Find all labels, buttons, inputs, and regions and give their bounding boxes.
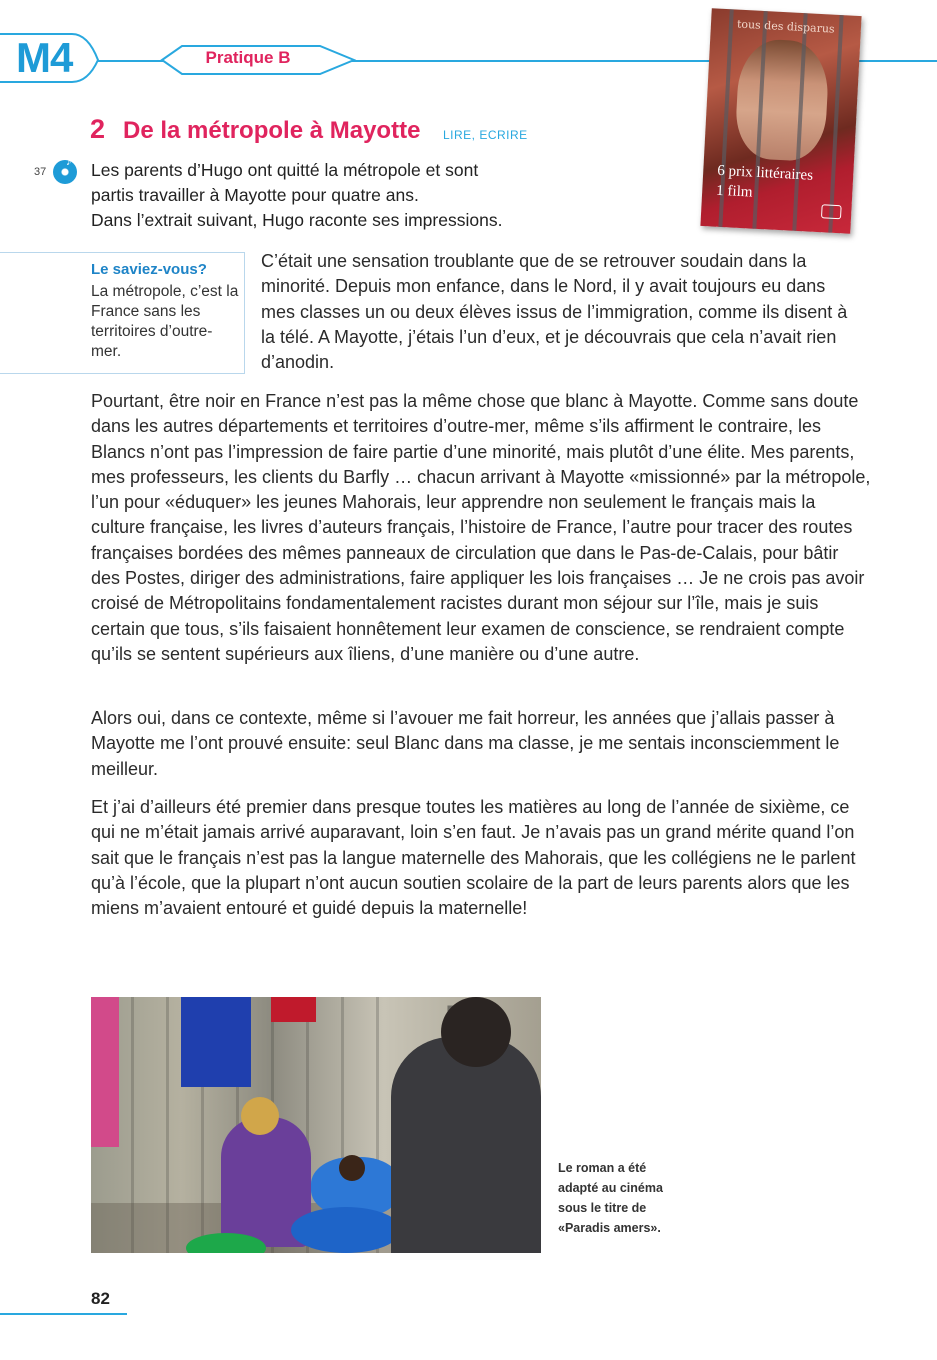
film-still-photo <box>91 997 541 1253</box>
cover-face <box>734 38 830 163</box>
exercise-skills: LIRE, ECRIRE <box>443 128 528 142</box>
text-paragraph-4: Et j’ai d’ailleurs été premier dans presque toutes les matières au long de l’année de sixième, ce qui ne m’était jamais arrivé auparavant, loin s’en faut. Je n’avais pas un grand mérite quand l’on sait que le français n’est pas la langue maternelle des Mahorais, que les collégiens ne le parlent qu’à l’école, que la plupart n’ont aucun soutien scolaire de la part de leurs parents alors que les miens m’avaient entouré et guidé depuis la maternelle! <box>91 797 856 919</box>
photo-caption: Le roman a été adapté au cinéma sous le titre de «Paradis amers». <box>558 1161 663 1235</box>
section-label: Pratique B <box>205 48 291 67</box>
publisher-logo-icon <box>821 204 842 219</box>
text-paragraph-1: C’était une sensation troublante que de se retrouver soudain dans la minorité. Depuis mon enfance, dans le Nord, il y avait toujours eu dans mes classes un ou deux élèves issus de l’immigration, comme ils disent à la télé. A Mayotte, j’étais l’un d’eux, et je découvrais que cela n’avait rien d’anodin. <box>261 251 848 373</box>
book-cover-image <box>700 8 861 234</box>
module-code: M4 <box>16 34 73 81</box>
cover-awards-line-2: 1 film <box>715 182 753 201</box>
footer-rule <box>0 1313 127 1315</box>
exercise-number: 2 <box>90 114 106 144</box>
cover-awards <box>716 161 814 206</box>
text-paragraph-3: Alors oui, dans ce contexte, même si l’avouer me fait horreur, les années que j’allais passer à Mayotte me l’ont prouvé ensuite: seul Blanc dans ma classe, je me sentais inconsciemment le meilleur. <box>91 708 840 779</box>
cover-title: tous des disparus <box>736 17 835 36</box>
exercise-title: De la métropole à Mayotte <box>123 117 421 144</box>
music-note-icon: ♪ <box>66 156 72 168</box>
intro-line-3: Dans l’extrait suivant, Hugo raconte ses impressions. <box>91 210 503 230</box>
page-number: 82 <box>91 1289 110 1308</box>
info-box-title: Le saviez-vous? <box>91 261 207 278</box>
intro-line-2: partis travailler à Mayotte pour quatre ans. <box>91 185 419 205</box>
audio-track-number: 37 <box>34 166 47 178</box>
info-box-text: La métropole, c’est la France sans les territoires d’outre-mer. <box>91 283 239 360</box>
text-paragraph-2: Pourtant, être noir en France n’est pas la même chose que blanc à Mayotte. Comme sans doute dans les autres départements et territoires d’outre-mer, même s’ils affirment le contraire, les Blancs n’ont pas l’impression de faire partie d’une minorité, mais plutôt d’une élite. Mes parents, mes professeurs, les clients du Barfly … chacun arrivant à Mayotte «missionné» par la métropole, l’un pour «éduquer» les jeunes Mahorais, leur apprendre non seulement le français mais la culture française, les livres d’auteurs français, l’histoire de France, l’autre pour tracer des routes françaises bordées des mêmes panneaux de circulation que dans le Pas-de-Calais, pour bâtir des Postes, diriger des administrations, faire appliquer les lois françaises … Je ne crois pas avoir croisé de Métropolitains fondamentalement racistes durant mon séjour sur l’île, mais je suis certain que tous, s’ils faisaient honnêtement leur examen de conscience, se rendraient compte qu’ils se sentent supérieurs aux îliens, d’une manière ou d’une autre. <box>91 391 871 664</box>
intro-line-1: Les parents d’Hugo ont quitté la métropole et sont <box>91 160 479 180</box>
cover-awards-line-1: 6 prix littéraires <box>716 162 814 184</box>
